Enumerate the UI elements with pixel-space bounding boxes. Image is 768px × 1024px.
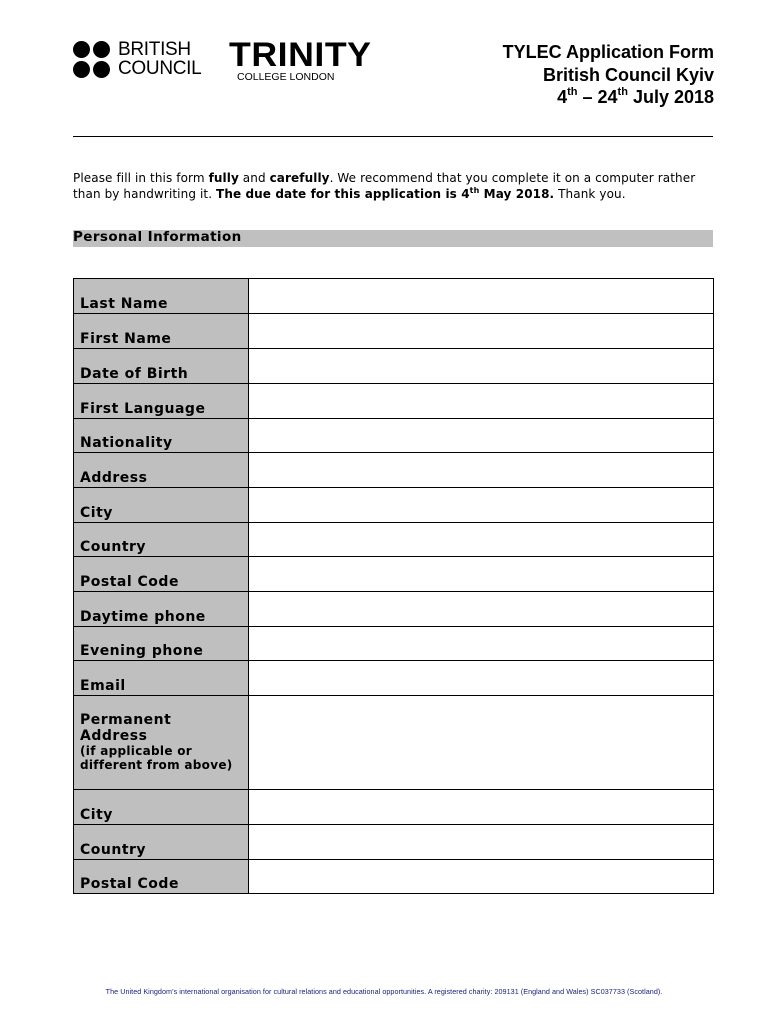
last-name-field[interactable] — [249, 288, 713, 305]
field-label-permanent-city: City — [74, 790, 249, 825]
bc-logo-line1: BRITISH — [118, 39, 191, 60]
title-line-2: British Council Kyiv — [542, 64, 714, 85]
field-label-last-name: Last Name — [74, 279, 249, 314]
trinity-logo-main: TRINITY — [229, 36, 372, 74]
first-name-field[interactable] — [249, 323, 713, 340]
field-label-date-of-birth: Date of Birth — [74, 349, 249, 384]
field-label-email: Email — [74, 661, 249, 696]
trinity-logo-sub: COLLEGE LONDON — [237, 71, 335, 83]
due-date-text: The due date for this application is 4th May 2018. — [216, 185, 555, 201]
course-dates — [503, 86, 714, 109]
city-field[interactable] — [249, 497, 713, 514]
start-day-suffix: th — [567, 86, 578, 98]
nationality-field[interactable] — [249, 427, 713, 444]
field-label-first-name: First Name — [74, 314, 249, 349]
table-row — [74, 279, 714, 314]
table-row — [74, 349, 714, 384]
british-council-dots-icon — [73, 41, 111, 79]
table-row — [74, 523, 714, 557]
end-day-suffix: th — [617, 86, 628, 98]
permanent-country-field[interactable] — [249, 834, 713, 851]
field-label-permanent-postal-code: Postal Code — [74, 860, 249, 894]
header-divider — [73, 136, 713, 137]
field-label-address: Address — [74, 453, 249, 488]
intro-paragraph: Please fill in this form fully and carefully. We recommend that you complete it on a computer rather than by handwriting it. The due date for this application is 4th May 2018. Thank you. — [73, 171, 700, 201]
permanent-city-field[interactable] — [249, 799, 713, 816]
bc-logo-line2: COUNCIL — [118, 58, 202, 79]
date-dash: – — [577, 87, 598, 107]
permanent-address-sublabel: (if applicable or different from above) — [80, 744, 233, 772]
field-label-city: City — [74, 488, 249, 523]
field-label-evening-phone: Evening phone — [74, 627, 249, 661]
table-row — [74, 860, 714, 894]
table-row — [74, 314, 714, 349]
permanent-postal-code-field[interactable] — [249, 868, 713, 885]
table-row — [74, 488, 714, 523]
section-title: Personal Information — [73, 229, 242, 245]
table-row — [74, 453, 714, 488]
address-field[interactable] — [249, 462, 713, 479]
table-row — [74, 825, 714, 860]
field-label-postal-code: Postal Code — [74, 557, 249, 592]
month-year: July 2018 — [627, 87, 714, 107]
field-label-nationality: Nationality — [74, 419, 249, 453]
field-label-country: Country — [74, 523, 249, 557]
document-title — [503, 41, 714, 109]
field-label-first-language: First Language — [74, 384, 249, 419]
table-row — [74, 557, 714, 592]
first-language-field[interactable] — [249, 393, 713, 410]
permanent-address-field[interactable] — [249, 726, 713, 760]
table-row — [74, 661, 714, 696]
table-row — [74, 696, 714, 790]
footer-charity-text: The United Kingdom’s international organisation for cultural relations and educational opportunities. A registered charity: 209131 (England and Wales) SC037733 (Scotland). — [105, 987, 663, 996]
country-field[interactable] — [249, 531, 713, 548]
table-row — [74, 592, 714, 627]
trinity-college-logo — [229, 38, 379, 86]
table-row — [74, 419, 714, 453]
email-field[interactable] — [249, 670, 713, 687]
daytime-phone-field[interactable] — [249, 601, 713, 618]
field-label-daytime-phone: Daytime phone — [74, 592, 249, 627]
title-line-1: TYLEC Application Form — [502, 42, 714, 62]
field-label-permanent-country: Country — [74, 825, 249, 860]
table-row — [74, 384, 714, 419]
end-day: 24 — [597, 87, 618, 107]
table-row — [74, 790, 714, 825]
start-day: 4 — [557, 87, 568, 107]
permanent-address-label: Permanent Address — [80, 712, 172, 744]
british-council-logo — [73, 40, 213, 80]
table-row — [74, 627, 714, 661]
date-of-birth-field[interactable] — [249, 358, 713, 375]
personal-information-table — [73, 278, 714, 894]
field-label-permanent-address — [74, 696, 249, 790]
evening-phone-field[interactable] — [249, 635, 713, 652]
postal-code-field[interactable] — [249, 566, 713, 583]
